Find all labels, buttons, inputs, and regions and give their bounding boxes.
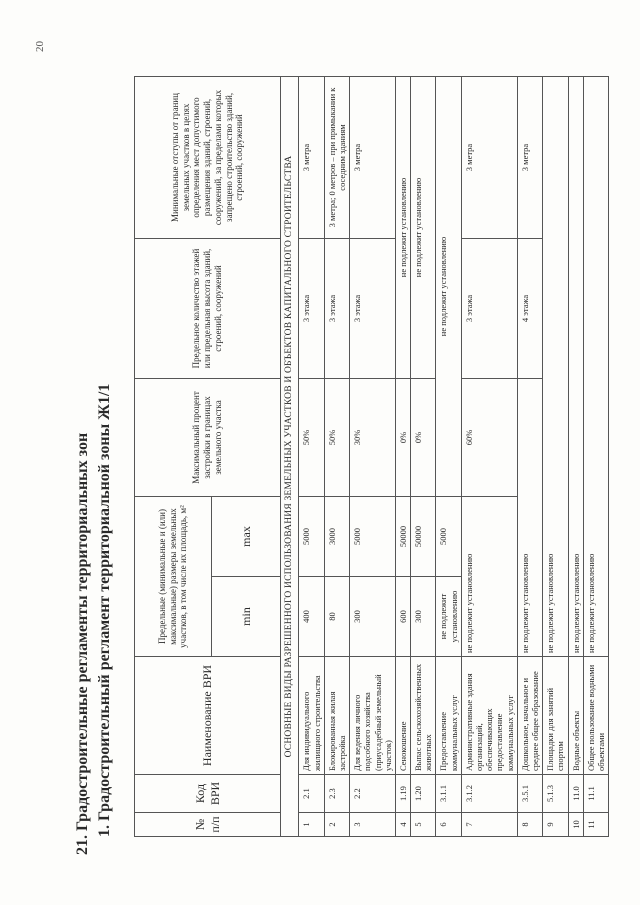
- row-floors: не подлежит установлению: [395, 77, 410, 379]
- section-heading: 21. Градостроительные регламенты территориальных зон: [74, 432, 91, 855]
- row-setback: 3 метра: [299, 77, 324, 239]
- table-row: [324, 77, 349, 837]
- row-name: Административные здания организаций, обеспечивающих предоставление коммунальных услуг: [461, 657, 517, 775]
- row-number: 4: [395, 813, 410, 837]
- row-min: 80: [324, 577, 349, 657]
- table-row: [350, 77, 396, 837]
- row-max: 5000: [350, 497, 396, 577]
- row-name: Общее пользование водными объектами: [583, 657, 608, 775]
- table-row: [517, 77, 542, 837]
- row-code: 3.1.2: [461, 775, 517, 813]
- row-number: 9: [543, 813, 568, 837]
- row-min: 300: [411, 577, 436, 657]
- row-name: Сенокошение: [395, 657, 410, 775]
- row-percent: 50%: [324, 379, 349, 497]
- row-min: не подлежит установлению: [543, 77, 568, 657]
- row-name: Блокированная жилая застройка: [324, 657, 349, 775]
- header-size: Предельные (минимальные и (или) максимальные) размеры земельных участков, в том числе их площадь, м²: [135, 497, 212, 657]
- table-row: [583, 77, 608, 837]
- table-row: [461, 77, 517, 837]
- row-percent: 50%: [299, 379, 324, 497]
- table-row: [299, 77, 324, 837]
- table-row: [436, 77, 461, 837]
- row-max: 3000: [324, 497, 349, 577]
- header-name: Наименование ВРИ: [135, 657, 281, 775]
- row-setback: 3 метра; 0 метров – при примыкании к соседним зданиям: [324, 77, 349, 239]
- row-floors: 3 этажа: [299, 239, 324, 379]
- row-setback: 3 метра: [517, 77, 542, 239]
- row-number: 10: [568, 813, 583, 837]
- row-min: не подлежит установлению: [517, 379, 542, 657]
- row-min: не подлежит установлению: [583, 77, 608, 657]
- row-number: 2: [324, 813, 349, 837]
- row-code: 11.0: [568, 775, 583, 813]
- row-percent: 0%: [411, 379, 436, 497]
- row-number: 11: [583, 813, 608, 837]
- row-code: 3.1.1: [436, 775, 461, 813]
- row-max: 5000: [299, 497, 324, 577]
- table-row: [395, 77, 410, 837]
- row-floors: не подлежит установлению: [411, 77, 436, 379]
- row-number: 5: [411, 813, 436, 837]
- row-floors: 3 этажа: [324, 239, 349, 379]
- row-code: 11.1: [583, 775, 608, 813]
- row-percent: 30%: [350, 379, 396, 497]
- row-name: Для индивидуального жилищного строительства: [299, 657, 324, 775]
- row-name: Дошкольное, начальное и среднее общее образование: [517, 657, 542, 775]
- header-min: min: [212, 577, 281, 657]
- page-number: 20: [34, 41, 46, 52]
- row-name: Выпас сельскохозяйственных животных: [411, 657, 436, 775]
- header-setback: Минимальные отступы от границ земельных участков в целях определения мест допустимого размещения зданий, строений, сооружений, за пределами которых запрещено строительство зданий, строений, сооружений: [135, 77, 281, 239]
- row-setback: 3 метра: [350, 77, 396, 239]
- row-code: 3.5.1: [517, 775, 542, 813]
- row-percent: 60%: [461, 379, 517, 497]
- table-row: [568, 77, 583, 837]
- header-num: № п/п: [135, 813, 281, 837]
- subsection-heading: 1. Градостроительный регламент территориальной зоны Ж1/1: [96, 383, 113, 837]
- row-name: Водные объекты: [568, 657, 583, 775]
- row-code: 5.1.3: [543, 775, 568, 813]
- row-code: 1.19: [395, 775, 410, 813]
- header-percent: Максимальный процент застройки в границах земельного участка: [135, 379, 281, 497]
- row-max: 50000: [395, 497, 410, 577]
- row-name: Для ведения личного подсобного хозяйства (приусадебный земельный участок): [350, 657, 396, 775]
- row-floors: 3 этажа: [350, 239, 396, 379]
- row-number: 1: [299, 813, 324, 837]
- row-floors: 3 этажа: [461, 239, 517, 379]
- row-min: не подлежит установлению: [436, 577, 461, 657]
- row-floors: 4 этажа: [517, 239, 542, 379]
- row-setback: 3 метра: [461, 77, 517, 239]
- row-number: 8: [517, 813, 542, 837]
- header-max: max: [212, 497, 281, 577]
- section-title: ОСНОВНЫЕ ВИДЫ РАЗРЕШЕННОГО ИСПОЛЬЗОВАНИЯ ЗЕМЕЛЬНЫХ УЧАСТКОВ И ОБЪЕКТОВ КАПИТАЛЬНОГО СТРОИТЕЛЬСТВА: [281, 77, 299, 837]
- row-number: 3: [350, 813, 396, 837]
- table-row: [543, 77, 568, 837]
- row-min: 300: [350, 577, 396, 657]
- row-floors: не подлежит установлению: [436, 77, 461, 497]
- table-body: [281, 77, 609, 837]
- row-percent: 0%: [395, 379, 410, 497]
- table-row: [411, 77, 436, 837]
- row-min: не подлежит установлению: [461, 497, 517, 657]
- header-code: Код ВРИ: [135, 775, 281, 813]
- row-code: 2.3: [324, 775, 349, 813]
- row-min: 400: [299, 577, 324, 657]
- row-name: Площадки для занятий спортом: [543, 657, 568, 775]
- row-code: 1.20: [411, 775, 436, 813]
- row-number: 7: [461, 813, 517, 837]
- regulations-table: [134, 76, 609, 837]
- row-name: Предоставление коммунальных услуг: [436, 657, 461, 775]
- row-min: 600: [395, 577, 410, 657]
- rotated-page: [34, 37, 606, 867]
- row-max: 5000: [436, 497, 461, 577]
- row-code: 2.2: [350, 775, 396, 813]
- row-max: 50000: [411, 497, 436, 577]
- row-code: 2.1: [299, 775, 324, 813]
- header-floors: Предельное количество этажей или предельная высота зданий, строений, сооружений: [135, 239, 281, 379]
- row-number: 6: [436, 813, 461, 837]
- row-min: не подлежит установлению: [568, 77, 583, 657]
